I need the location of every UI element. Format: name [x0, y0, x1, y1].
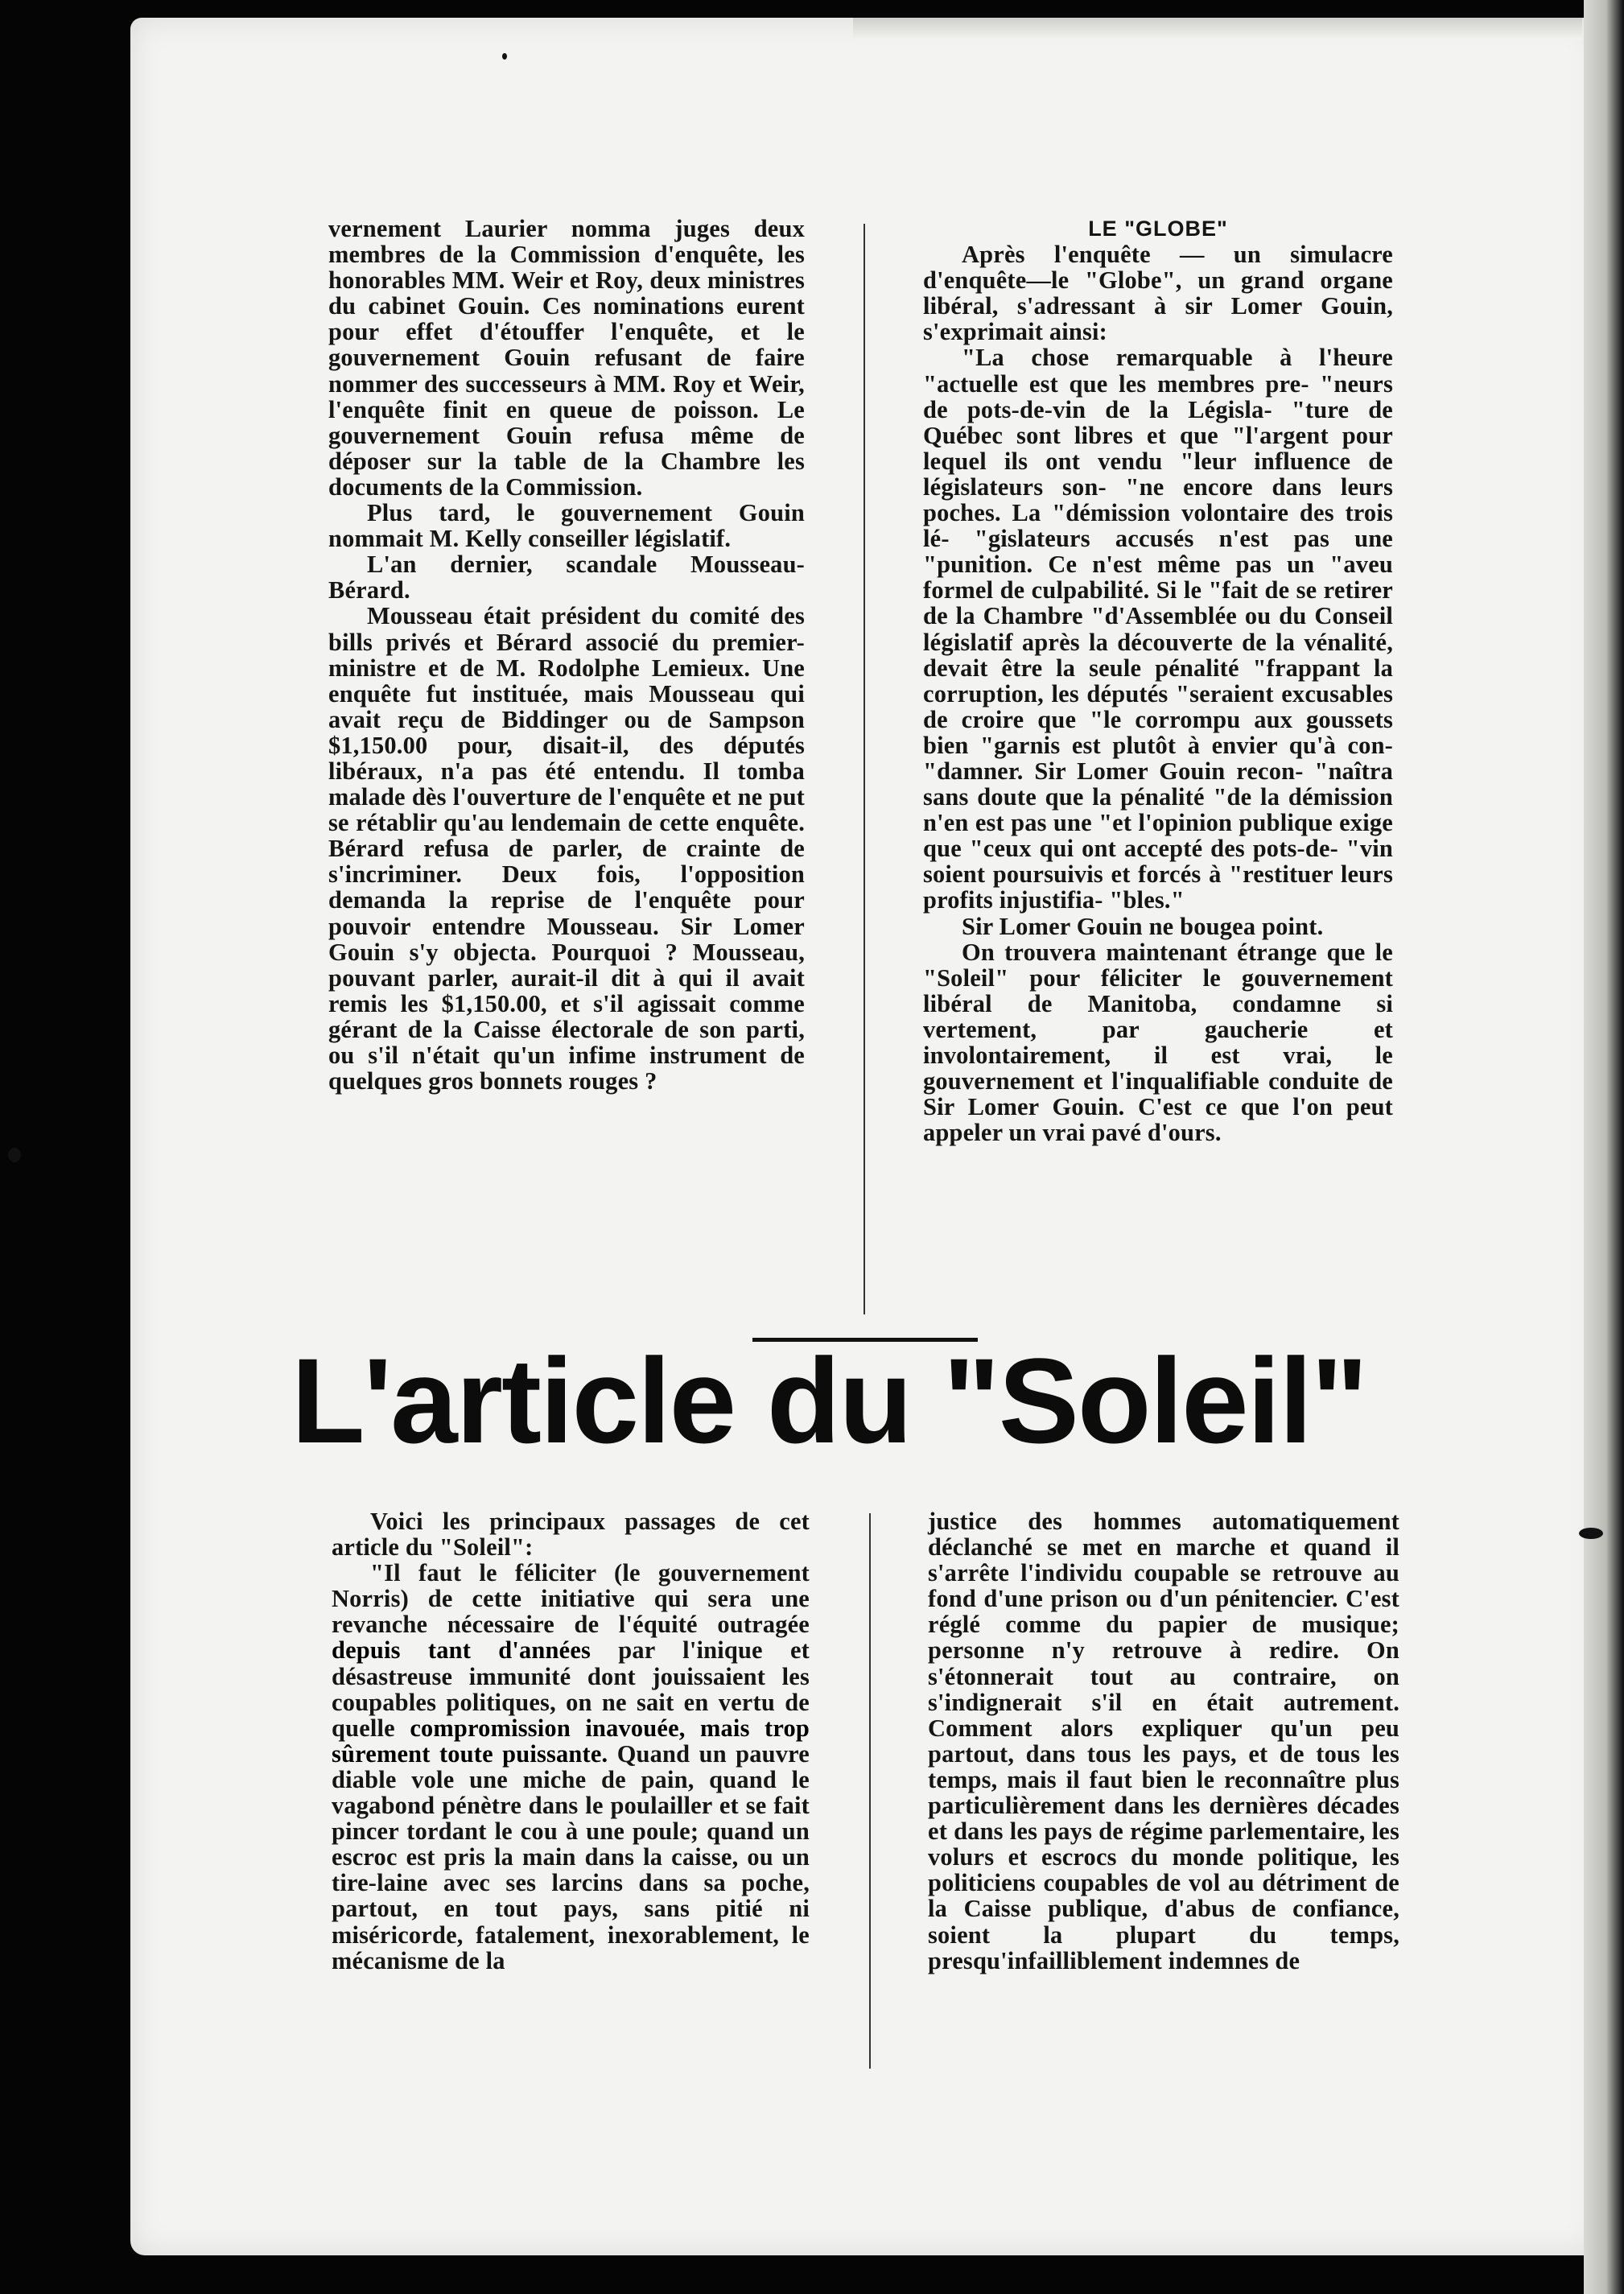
- upper-right-paragraph-4: On trouvera maintenant étrange que le "Soleil" pour féliciter le gouvernement libéral de Manitoba, condamne si vertement, par gaucherie et involontairement, il est vrai, le gouvernement et l'inqualifiable conduite de Sir Lomer Gouin. C'est ce que l'on peut appeler un vrai pavé d'ours.: [923, 938, 1393, 1147]
- scan-speck: [1579, 1528, 1603, 1539]
- globe-subheading: LE "GLOBE": [1088, 217, 1228, 241]
- upper-left-paragraph-4: Mousseau était président du comité des bills privés et Bérard associé du premier-ministre et de M. Rodolphe Lemieux. Une enquête fut instituée, mais Mousseau qui avait reçu de Biddinger ou de Sampson $1,150.00 pour, disait-il, des députés libéraux, n'a pas été entendu. Il tomba malade dès l'ouverture de l'enquête et ne put se rétablir qu'au lendemain de cette enquête. Bérard refusa de parler, de crainte de s'incriminer. Deux fois, l'opposition demanda la reprise de l'enquête pour pouvoir entendre Mousseau. Sir Lomer Gouin s'y objecta. Pourquoi ? Mousseau, pouvant parler, aurait-il dit à qui il avait remis les $1,150.00, et s'il agissait comme gérant de la Caisse électorale de son parti, ou s'il n'était qu'un infime instrument de quelques gros bonnets rouges ?: [328, 602, 805, 1095]
- quote-text-2: par l'inique et désastreuse immunité dont jouissaient les coupables politiques, on ne sait en vertu de quelle: [332, 1636, 810, 1742]
- quote-emphasis-1: depuis tant d'années: [332, 1636, 591, 1665]
- quote-text-3: Quand un pauvre diable vole une miche de pain, quand le vagabond pénètre dans le poulailler et se fait pincer tordant le cou à une poule; quand un escroc est pris la main dans la caisse, ou un tire-laine avec ses larcins dans sa poche, partout, en tout pays, sans pitié ni miséricorde, fatalement, inexorablement, le mécanisme de la: [332, 1739, 810, 1974]
- scan-speck: [502, 53, 507, 60]
- page-fold-shadow: [853, 18, 1582, 40]
- article-headline: L'article du "Soleil": [291, 1333, 1367, 1468]
- lower-right-paragraph: justice des hommes automatiquement déclanché se met en marche et quand il s'arrête l'individu coupable se retrouve au fond d'une prison ou d'un pénitencier. C'est réglé comme du papier de musique; personne n'y retrouve à redire. On s'étonnerait tout au contraire, on s'indignerait s'il en était autrement. Comment alors expliquer qu'un peu partout, dans tous les pays, et de tous les temps, mais il faut bien le reconnaître plus particulièrement dans les dernières décades et dans les pays de régime parlementaire, les volurs et escrocs du monde politique, les politiciens coupables de vol au détriment de la Caisse publique, d'abus de confiance, soient la plupart du temps, presqu'infailliblement indemnes de: [928, 1508, 1399, 1974]
- lower-right-column: [928, 1508, 1399, 1974]
- quote-emphasis-2: compromission inavouée, mais trop sûrement toute puissante.: [332, 1714, 810, 1768]
- lower-left-intro: Voici les principaux passages de cet article du "Soleil":: [332, 1508, 810, 1562]
- lower-left-column: [332, 1508, 810, 1974]
- lower-column-divider: [869, 1513, 871, 2069]
- upper-left-paragraph-1: vernement Laurier nomma juges deux membres de la Commission d'enquête, les honorables MM. Weir et Roy, deux ministres du cabinet Gouin. Ces nominations eurent pour effet d'étouffer l'enquête, et le gouvernement Gouin refusant de faire nommer des successeurs à MM. Roy et Weir, l'enquête finit en queue de poisson. Le gouvernement Gouin refusa même de déposer sur la table de la Chambre les documents de la Commission.: [328, 215, 805, 501]
- globe-quote-paragraph: "La chose remarquable à l'heure "actuelle est que les membres pre- "neurs de pots-de-vin de la Législa- "ture de Québec sont libres et que "l'argent pour lequel ils ont vendu "leur influence de législateurs son- "ne encore dans leurs poches. La "démission volontaire des trois lé- "gislateurs accusés n'est pas une "punition. Ce n'est même pas un "aveu formel de culpabilité. Si le "fait de se retirer de la Chambre "d'Assemblée ou du Conseil législatif après la découverte de la vénalité, devait être la seule pénalité "frappant la corruption, les députés "seraient excusables de croire que "le corrompu aux goussets bien "garnis est plutôt à envier qu'à con- "damner. Sir Lomer Gouin recon- "naîtra sans doute que la pénalité "de la démission n'en est pas une "et l'opinion publique exige que "ceux qui ont accepté des pots-de- "vin soient poursuivis et forcés à "restituer leurs profits injustifia- "bles.": [923, 344, 1393, 914]
- upper-right-paragraph-1: Après l'enquête — un simulacre d'enquête—le "Globe", un grand organe libéral, s'adressant à sir Lomer Gouin, s'exprimait ainsi:: [923, 241, 1393, 346]
- upper-left-paragraph-2: Plus tard, le gouvernement Gouin nommait M. Kelly conseiller législatif.: [328, 499, 805, 553]
- lower-left-quote: [332, 1560, 810, 1974]
- upper-right-column: [923, 216, 1393, 1145]
- upper-left-column: [328, 216, 805, 1094]
- quote-text-1: "Il faut le féliciter (le gouvernement Norris) de cette initiative qui sera une revanche nécessaire de l'équité outragée: [332, 1559, 810, 1639]
- scan-speck: [8, 1148, 21, 1162]
- torn-page-edge: [1584, 0, 1624, 2294]
- upper-right-paragraph-3: Sir Lomer Gouin ne bougea point.: [962, 912, 1324, 940]
- upper-left-paragraph-3: L'an dernier, scandale Mousseau-Bérard.: [328, 551, 805, 604]
- upper-column-divider: [864, 224, 865, 1314]
